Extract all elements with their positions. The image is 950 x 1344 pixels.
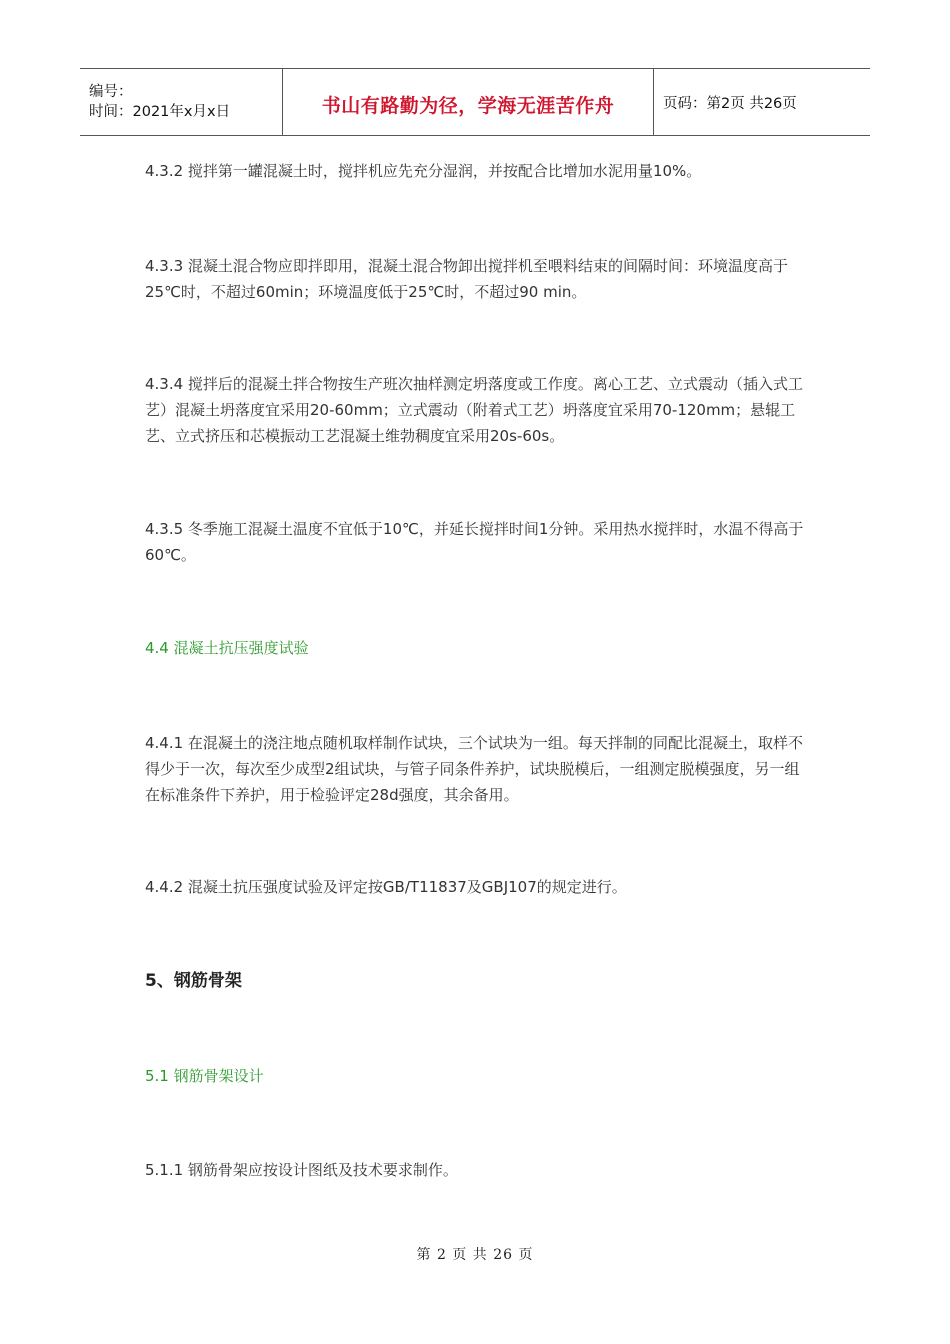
paragraph-4-4-1: 4.4.1 在混凝土的浇注地点随机取样制作试块，三个试块为一组。每天拌制的同配比混凝土，取样不得少于一次，每次至少成型2组试块，与管子同条件养护，试块脱模后，一组测定脱模强度，另一组在标准条件下养护，用于检验评定28d强度，其余备用。 [145, 734, 803, 804]
section-heading-4-4: 4.4 混凝土抗压强度试验 [145, 639, 309, 657]
page-footer: 第 2 页 共 26 页 [416, 1247, 534, 1263]
paragraph-4-3-4: 4.3.4 搅拌后的混凝土拌合物按生产班次抽样测定坍落度或工作度。离心工艺、立式震动（插入式工艺）混凝土坍落度宜采用20-60mm；立式震动（附着式工艺）坍落度宜采用70-120mm；悬辊工艺、立式挤压和芯模振动工艺混凝土维勃稠度宜采用20s-60s。 [145, 375, 803, 445]
paragraph-4-3-3: 4.3.3 混凝土混合物应即拌即用，混凝土混合物卸出搅拌机至喂料结束的间隔时间：环境温度高于25℃时，不超过60min；环境温度低于25℃时，不超过90 min。 [145, 257, 788, 301]
paragraph-4-3-5: 4.3.5 冬季施工混凝土温度不宜低于10℃，并延长搅拌时间1分钟。采用热水搅拌时，水温不得高于60℃。 [145, 520, 804, 564]
header-page-cell [654, 69, 870, 135]
document-number-label: 编号： [89, 84, 133, 100]
header-page-number: 页码：第2页 共26页 [663, 95, 797, 112]
chapter-heading-5: 5、钢筋骨架 [145, 971, 242, 991]
document-date-label: 时间：2021年x月x日 [89, 104, 231, 120]
paragraph-4-3-2: 4.3.2 搅拌第一罐混凝土时，搅拌机应先充分湿润，并按配合比增加水泥用量10%。 [145, 162, 702, 180]
page-header [80, 68, 870, 136]
header-motto-cell [282, 69, 654, 135]
header-meta [80, 69, 282, 135]
section-heading-5-1: 5.1 钢筋骨架设计 [145, 1067, 264, 1085]
header-motto: 书山有路勤为径，学海无涯苦作舟 [321, 94, 615, 117]
paragraph-5-1-1: 5.1.1 钢筋骨架应按设计图纸及技术要求制作。 [145, 1161, 458, 1179]
paragraph-4-4-2: 4.4.2 混凝土抗压强度试验及评定按GB/T11837及GBJ107的规定进行。 [145, 878, 627, 896]
